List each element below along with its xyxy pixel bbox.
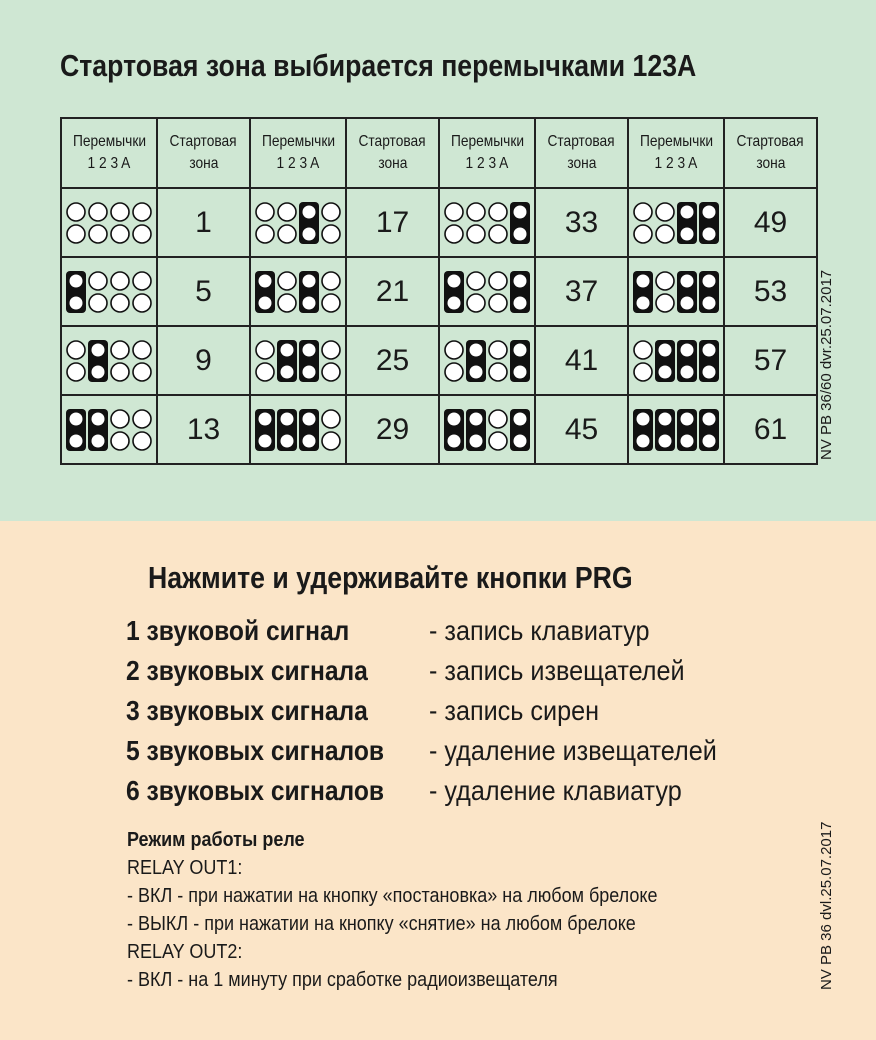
jumper-pin [681, 227, 694, 240]
start-zone-value: 25 [346, 326, 439, 395]
side-label-top: NV PB 36/60 dvr.25.07.2017 [818, 269, 835, 460]
signal-count: 6 звуковых сигналов [126, 775, 385, 806]
header-zone-line1: Стартовая [547, 133, 616, 150]
header-jumpers [61, 118, 157, 188]
header-jumpers-line2: 1 2 3 A [276, 155, 320, 172]
jumper-pin [303, 227, 316, 240]
start-zone-value: 49 [724, 188, 817, 257]
start-zone-value: 53 [724, 257, 817, 326]
header-zone [346, 118, 439, 188]
jumper-pin-open [256, 341, 274, 359]
jumper-pin-open [489, 341, 507, 359]
jumper-pin-open [133, 432, 151, 450]
jumper-pin [514, 296, 527, 309]
header-zone-line1: Стартовая [169, 133, 238, 150]
header-zone [724, 118, 817, 188]
jumper-block-icon [631, 338, 721, 384]
jumper-pin-open [111, 294, 129, 312]
jumper-block-icon [64, 269, 154, 315]
jumper-pin [703, 205, 716, 218]
relay-out2-label: RELAY OUT2: [127, 941, 243, 963]
header-jumpers [250, 118, 346, 188]
jumper-pin [259, 296, 272, 309]
jumper-pin-open [467, 272, 485, 290]
jumper-cell [250, 188, 346, 257]
jumper-pin [92, 343, 105, 356]
header-zone-line2: зона [755, 155, 786, 172]
jumper-pin [681, 365, 694, 378]
jumper-pin-open [322, 341, 340, 359]
jumper-pin [70, 274, 83, 287]
jumper-pin [259, 412, 272, 425]
header-jumpers-line2: 1 2 3 A [465, 155, 509, 172]
jumper-pin-open [322, 432, 340, 450]
jumper-pin-open [322, 203, 340, 221]
header-zone-line1: Стартовая [358, 133, 427, 150]
jumper-pin [303, 434, 316, 447]
jumper-pin-open [278, 203, 296, 221]
jumper-pin-open [133, 272, 151, 290]
jumper-block-icon [64, 338, 154, 384]
jumper-cell [61, 257, 157, 326]
jumper-pin [303, 343, 316, 356]
jumper-pin-open [489, 272, 507, 290]
jumper-pin [514, 343, 527, 356]
jumper-pin [514, 227, 527, 240]
start-zone-value: 5 [157, 257, 250, 326]
jumper-pin-open [111, 272, 129, 290]
jumper-pin [92, 365, 105, 378]
jumper-pin [637, 274, 650, 287]
jumper-pin-open [89, 203, 107, 221]
jumper-pin [637, 412, 650, 425]
jumper-pin [659, 343, 672, 356]
jumper-pin-open [489, 410, 507, 428]
jumper-pin [281, 412, 294, 425]
jumper-pin-open [111, 432, 129, 450]
jumper-pin-open [67, 203, 85, 221]
jumper-block-icon [442, 338, 532, 384]
jumper-pin-open [489, 203, 507, 221]
table-row [61, 188, 817, 257]
start-zone-value: 61 [724, 395, 817, 464]
jumper-pin [448, 274, 461, 287]
header-zone [157, 118, 250, 188]
jumper-pin [259, 434, 272, 447]
jumper-pin [70, 296, 83, 309]
header-zone-line2: зона [566, 155, 597, 172]
jumper-pin-open [278, 272, 296, 290]
jumper-pin-open [467, 203, 485, 221]
jumper-cell [628, 326, 724, 395]
jumper-pin-open [322, 410, 340, 428]
relay-out1-label: RELAY OUT1: [127, 857, 243, 879]
jumper-pin [681, 434, 694, 447]
jumper-pin-open [489, 363, 507, 381]
signal-action: - удаление клавиатур [429, 775, 682, 806]
side-label-bottom: NV PB 36 dvl.25.07.2017 [818, 821, 835, 990]
jumper-pin-open [634, 341, 652, 359]
jumper-pin [70, 412, 83, 425]
jumper-block-icon [442, 407, 532, 453]
jumper-pin-open [111, 363, 129, 381]
jumper-pin [637, 434, 650, 447]
jumper-pin [659, 434, 672, 447]
jumper-cell [61, 326, 157, 395]
header-zone-line2: зона [377, 155, 408, 172]
jumper-pin-open [445, 341, 463, 359]
jumper-pin [303, 205, 316, 218]
jumper-pin-open [111, 341, 129, 359]
jumper-block-icon [631, 269, 721, 315]
jumper-pin [281, 343, 294, 356]
signal-count: 3 звуковых сигнала [126, 695, 368, 726]
table-header-row [61, 118, 817, 188]
jumper-pin-open [111, 203, 129, 221]
jumper-pin [448, 434, 461, 447]
jumper-pin [70, 434, 83, 447]
jumper-pin-open [133, 410, 151, 428]
relay-mode-block [127, 826, 716, 994]
jumper-pin [514, 434, 527, 447]
jumper-pin-open [111, 225, 129, 243]
signal-action: - запись клавиатур [429, 615, 650, 646]
jumper-pin [681, 412, 694, 425]
start-zone-value: 37 [535, 257, 628, 326]
jumper-cell [439, 188, 535, 257]
jumper-pin [92, 412, 105, 425]
jumper-pin-open [89, 225, 107, 243]
jumper-pin-open [489, 432, 507, 450]
jumper-pin [514, 274, 527, 287]
start-zone-value: 17 [346, 188, 439, 257]
start-zone-value: 1 [157, 188, 250, 257]
signal-count: 1 звуковой сигнал [126, 615, 350, 646]
jumper-pin [470, 412, 483, 425]
jumper-pin-open [89, 294, 107, 312]
header-jumpers-line2: 1 2 3 A [87, 155, 131, 172]
jumper-pin [681, 274, 694, 287]
jumper-pin [703, 343, 716, 356]
header-jumpers-line1: Перемычки [72, 133, 146, 150]
jumper-cell [250, 395, 346, 464]
jumper-pin-open [656, 272, 674, 290]
jumper-pin [303, 412, 316, 425]
jumper-pin-open [322, 363, 340, 381]
jumper-pin-open [133, 294, 151, 312]
jumper-pin [514, 205, 527, 218]
jumper-pin [703, 296, 716, 309]
jumper-block-icon [253, 200, 343, 246]
jumper-pin [259, 274, 272, 287]
jumper-pin-open [489, 225, 507, 243]
jumper-pin [703, 274, 716, 287]
jumper-block-icon [253, 269, 343, 315]
jumper-pin [659, 365, 672, 378]
signal-action: - удаление извещателей [429, 735, 717, 766]
jumper-pin [303, 365, 316, 378]
jumper-pin-open [656, 203, 674, 221]
jumper-block-icon [442, 269, 532, 315]
jumper-pin [681, 343, 694, 356]
jumper-block-icon [442, 200, 532, 246]
jumper-pin-open [278, 294, 296, 312]
jumper-pin [448, 296, 461, 309]
table-row [61, 326, 817, 395]
table-row [61, 395, 817, 464]
jumper-pin-open [67, 341, 85, 359]
start-zone-value: 33 [535, 188, 628, 257]
relay-heading: Режим работы реле [127, 829, 305, 851]
jumper-cell [439, 326, 535, 395]
jumper-pin-open [67, 363, 85, 381]
jumper-block-icon [631, 200, 721, 246]
header-jumpers-line1: Перемычки [639, 133, 713, 150]
jumper-pin-open [67, 225, 85, 243]
start-zone-value: 45 [535, 395, 628, 464]
jumper-pin-open [634, 363, 652, 381]
header-zone [535, 118, 628, 188]
jumper-cell [628, 188, 724, 257]
jumper-cell [628, 257, 724, 326]
jumper-cell [250, 326, 346, 395]
jumper-pin-open [445, 225, 463, 243]
start-zone-value: 21 [346, 257, 439, 326]
signal-action: - запись сирен [429, 695, 600, 726]
jumper-pin-open [256, 363, 274, 381]
jumper-block-icon [64, 407, 154, 453]
jumper-pin [659, 412, 672, 425]
jumper-pin [470, 365, 483, 378]
jumper-cell [439, 395, 535, 464]
jumper-pin-open [278, 225, 296, 243]
jumper-pin [703, 227, 716, 240]
jumper-pin [303, 296, 316, 309]
jumper-block-icon [64, 200, 154, 246]
jumper-pin [470, 343, 483, 356]
jumper-pin-open [133, 363, 151, 381]
jumper-pin [303, 274, 316, 287]
jumper-cell [439, 257, 535, 326]
jumper-block-icon [253, 338, 343, 384]
jumper-pin-open [111, 410, 129, 428]
table-row [61, 257, 817, 326]
jumper-pin-open [133, 225, 151, 243]
jumper-cell [61, 395, 157, 464]
jumper-pin-open [656, 294, 674, 312]
relay-out1-on: - ВКЛ - при нажатии на кнопку «постановка» на любом брелоке [127, 885, 658, 907]
jumper-pin-open [322, 225, 340, 243]
jumper-pin-open [467, 294, 485, 312]
start-zone-value: 57 [724, 326, 817, 395]
relay-out1-off: - ВЫКЛ - при нажатии на кнопку «снятие» на любом брелоке [127, 913, 636, 935]
jumper-pin-open [656, 225, 674, 243]
jumper-pin-open [322, 272, 340, 290]
jumper-table-title: Стартовая зона выбирается перемычками 123A [60, 48, 697, 83]
header-jumpers-line1: Перемычки [450, 133, 524, 150]
jumper-cell [250, 257, 346, 326]
header-jumpers [628, 118, 724, 188]
prg-title: Нажмите и удерживайте кнопки PRG [148, 560, 633, 595]
jumper-zone-table [60, 117, 818, 465]
jumper-pin-open [89, 272, 107, 290]
jumper-pin-open [634, 203, 652, 221]
jumper-pin-open [445, 363, 463, 381]
jumper-pin-open [445, 203, 463, 221]
jumper-pin [281, 365, 294, 378]
jumper-pin-open [489, 294, 507, 312]
jumper-pin [681, 205, 694, 218]
start-zone-value: 29 [346, 395, 439, 464]
jumper-pin-open [634, 225, 652, 243]
start-zone-value: 9 [157, 326, 250, 395]
jumper-cell [61, 188, 157, 257]
header-zone-line1: Стартовая [736, 133, 805, 150]
jumper-cell [628, 395, 724, 464]
header-jumpers-line1: Перемычки [261, 133, 335, 150]
jumper-pin-open [133, 341, 151, 359]
jumper-pin [514, 412, 527, 425]
signal-action: - запись извещателей [429, 655, 685, 686]
jumper-pin [92, 434, 105, 447]
jumper-pin-open [467, 225, 485, 243]
jumper-pin [470, 434, 483, 447]
jumper-pin [703, 412, 716, 425]
jumper-pin [448, 412, 461, 425]
jumper-pin [703, 434, 716, 447]
start-zone-value: 13 [157, 395, 250, 464]
jumper-block-icon [631, 407, 721, 453]
header-jumpers-line2: 1 2 3 A [654, 155, 698, 172]
jumper-block-icon [253, 407, 343, 453]
signal-count: 5 звуковых сигналов [126, 735, 385, 766]
jumper-pin-open [322, 294, 340, 312]
jumper-pin-open [133, 203, 151, 221]
jumper-pin [703, 365, 716, 378]
header-zone-line2: зона [188, 155, 219, 172]
jumper-pin [514, 365, 527, 378]
jumper-pin [637, 296, 650, 309]
jumper-pin-open [256, 225, 274, 243]
jumper-pin-open [256, 203, 274, 221]
start-zone-value: 41 [535, 326, 628, 395]
jumper-pin [281, 434, 294, 447]
relay-out2-on: - ВКЛ - на 1 минуту при сработке радиоизвещателя [127, 969, 558, 991]
jumper-pin [681, 296, 694, 309]
header-jumpers [439, 118, 535, 188]
signal-count: 2 звуковых сигнала [126, 655, 368, 686]
